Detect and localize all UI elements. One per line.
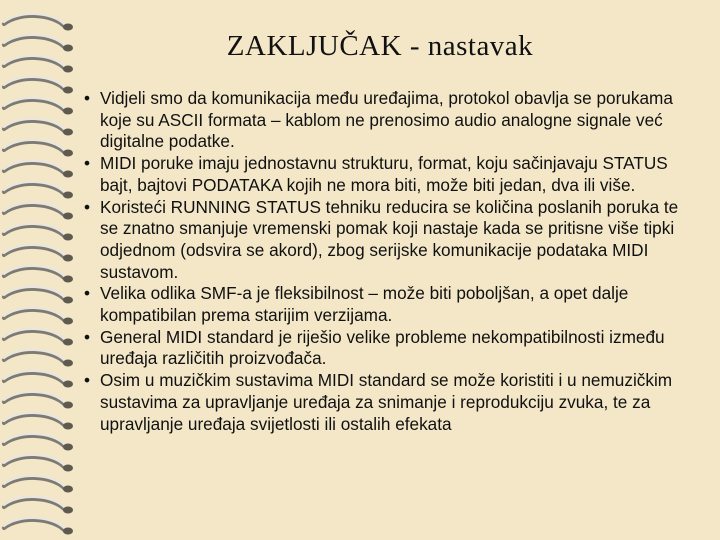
slide-title: ZAKLJUČAK - nastavak: [226, 30, 534, 62]
bullet-list: [82, 88, 692, 435]
bullet-item: • Koristeći RUNNING STATUS tehniku reducira se količina poslanih poruka te se znatno smanjuje vremenski pomak koji nastaje kada se pritisne više tipki odjednom (odsvira se akord), zbog serijske komunikacije podataka MIDI sustavom.: [82, 197, 692, 284]
spiral-binding-icon: [0, 0, 80, 540]
bullet-item: • MIDI poruke imaju jednostavnu strukturu, format, koju sačinjavaju STATUS bajt, bajtovi PODATAKA kojih ne mora biti, može biti jedan, dva ili više.: [82, 153, 692, 196]
bullet-item: • Vidjeli smo da komunikacija među uređajima, protokol obavlja se porukama koje su ASCII formata – kablom ne prenosimo audio analogne signale već digitalne podatke.: [82, 88, 692, 153]
bullet-item: • General MIDI standard je riješio velike probleme nekompatibilnosti između uređaja različitih proizvođača.: [82, 327, 692, 370]
bullet-item: • Osim u muzičkim sustavima MIDI standard se može koristiti i u nemuzičkim sustavima za upravljanje uređaja za snimanje i reprodukciju zvuka, te za upravljanje uređaja svijetlosti ili ostalih efekata: [82, 370, 692, 435]
bullet-item: • Velika odlika SMF-a je fleksibilnost – može biti poboljšan, a opet dalje kompatibilan prema starijim verzijama.: [82, 283, 692, 326]
